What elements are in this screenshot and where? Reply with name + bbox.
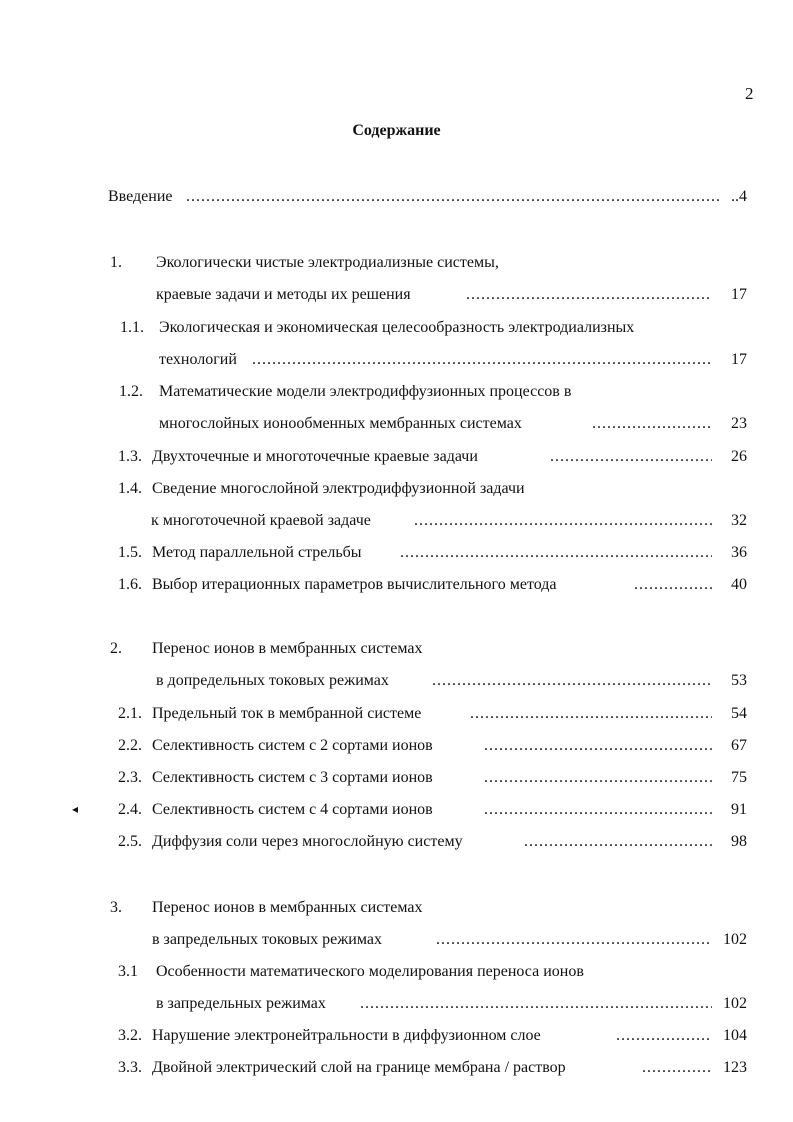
toc-label: Экологическая и экономическая целесообразность электродиализных	[159, 319, 635, 336]
toc-section-1-6	[0, 574, 793, 596]
margin-mark: ◂	[72, 802, 79, 816]
toc-label: Диффузия соли через многослойную систему	[152, 833, 463, 850]
toc-label: Введение	[108, 188, 173, 205]
toc-chapter-1-cont	[0, 284, 793, 306]
toc-number: 1.2.	[119, 383, 143, 400]
toc-label: Сведение многослойной электродиффузионной задачи	[152, 480, 525, 497]
toc-page: 67	[731, 737, 747, 754]
toc-label: Экологически чистые электродиализные системы,	[156, 254, 499, 271]
toc-page: 32	[731, 512, 747, 529]
toc-page: 104	[723, 1027, 747, 1044]
toc-section-1-4-cont	[0, 510, 793, 532]
toc-label: в запредельных токовых режимах	[152, 931, 382, 948]
toc-number: 1.3.	[118, 448, 142, 465]
toc-number: 1.4.	[118, 480, 142, 497]
toc-page: 102	[723, 931, 747, 948]
toc-label: Предельный ток в мембранной системе	[152, 705, 422, 722]
toc-label: Математические модели электродиффузионных процессов в	[159, 383, 572, 400]
toc-number: 2.2.	[118, 737, 142, 754]
toc-label: Двухточечные и многоточечные краевые задачи	[152, 448, 478, 465]
toc-label: Селективность систем с 3 сортами ионов	[152, 769, 433, 786]
toc-section-1-1	[0, 317, 793, 339]
toc-chapter-3	[0, 897, 793, 919]
toc-number: 1.5.	[118, 544, 142, 561]
toc-section-2-1	[0, 703, 793, 725]
toc-label: в запредельных режимах	[156, 995, 326, 1012]
toc-page: 53	[731, 672, 747, 689]
toc-label: Метод параллельной стрельбы	[152, 544, 362, 561]
toc-number: 3.	[110, 899, 122, 916]
toc-label: Перенос ионов в мембранных системах	[152, 899, 423, 916]
toc-label: Выбор итерационных параметров вычислительного метода	[152, 576, 557, 593]
toc-page: 36	[731, 544, 747, 561]
toc-section-2-5	[0, 831, 793, 853]
toc-section-1-1-cont	[0, 349, 793, 371]
toc-page: 91	[731, 801, 747, 818]
toc-section-3-2	[0, 1025, 793, 1047]
toc-label: Перенос ионов в мембранных системах	[152, 640, 423, 657]
toc-label: Селективность систем с 2 сортами ионов	[152, 737, 433, 754]
toc-label: краевые задачи и методы их решения	[156, 286, 411, 303]
toc-label: технологий	[159, 351, 237, 368]
toc-number: 3.2.	[118, 1027, 142, 1044]
toc-entry-intro	[0, 186, 793, 208]
toc-chapter-2-cont	[0, 670, 793, 692]
toc-number: 2.5.	[118, 833, 142, 850]
toc-section-3-1-cont	[0, 993, 793, 1015]
toc-page: 98	[731, 833, 747, 850]
toc-section-3-3	[0, 1057, 793, 1079]
toc-section-1-2	[0, 381, 793, 403]
toc-section-2-3	[0, 767, 793, 789]
toc-chapter-3-cont	[0, 929, 793, 951]
page-title: Содержание	[352, 122, 441, 139]
toc-page: ..4	[731, 188, 747, 205]
toc-page: 123	[723, 1059, 747, 1076]
toc-section-1-5	[0, 542, 793, 564]
toc-page: 17	[731, 286, 747, 303]
toc-page: 102	[723, 995, 747, 1012]
toc-number: 1.	[110, 254, 122, 271]
toc-page: 23	[731, 415, 747, 432]
toc-chapter-2	[0, 638, 793, 660]
toc-section-1-4	[0, 478, 793, 500]
toc-label: Особенности математического моделирования переноса ионов	[156, 963, 584, 980]
toc-number: 3.1	[118, 963, 138, 980]
toc-section-3-1	[0, 961, 793, 983]
toc-number: 2.3.	[118, 769, 142, 786]
toc-label: к многоточечной краевой задаче	[151, 512, 371, 529]
toc-label: многослойных ионообменных мембранных системах	[159, 415, 522, 432]
toc-section-2-4	[0, 799, 793, 821]
toc-page: 75	[731, 769, 747, 786]
toc-page: 54	[731, 705, 747, 722]
toc-section-2-2	[0, 735, 793, 757]
toc-label: в допредельных токовых режимах	[156, 672, 389, 689]
toc-page: 17	[731, 351, 747, 368]
toc-page: 40	[731, 576, 747, 593]
toc-number: 3.3.	[118, 1059, 142, 1076]
toc-number: 1.1.	[120, 319, 144, 336]
toc-number: 2.	[110, 640, 122, 657]
toc-chapter-1	[0, 252, 793, 274]
toc-number: 2.4.	[118, 801, 142, 818]
toc-number: 1.6.	[118, 576, 142, 593]
toc-number: 2.1.	[118, 705, 142, 722]
toc-label: Нарушение электронейтральности в диффузионном слое	[152, 1027, 541, 1044]
toc-page: 26	[731, 448, 747, 465]
page-number: 2	[745, 84, 754, 103]
toc-label: Селективность систем с 4 сортами ионов	[152, 801, 433, 818]
toc-section-1-3	[0, 446, 793, 468]
toc-label: Двойной электрический слой на границе мембрана / раствор	[152, 1059, 566, 1076]
toc-section-1-2-cont	[0, 413, 793, 435]
